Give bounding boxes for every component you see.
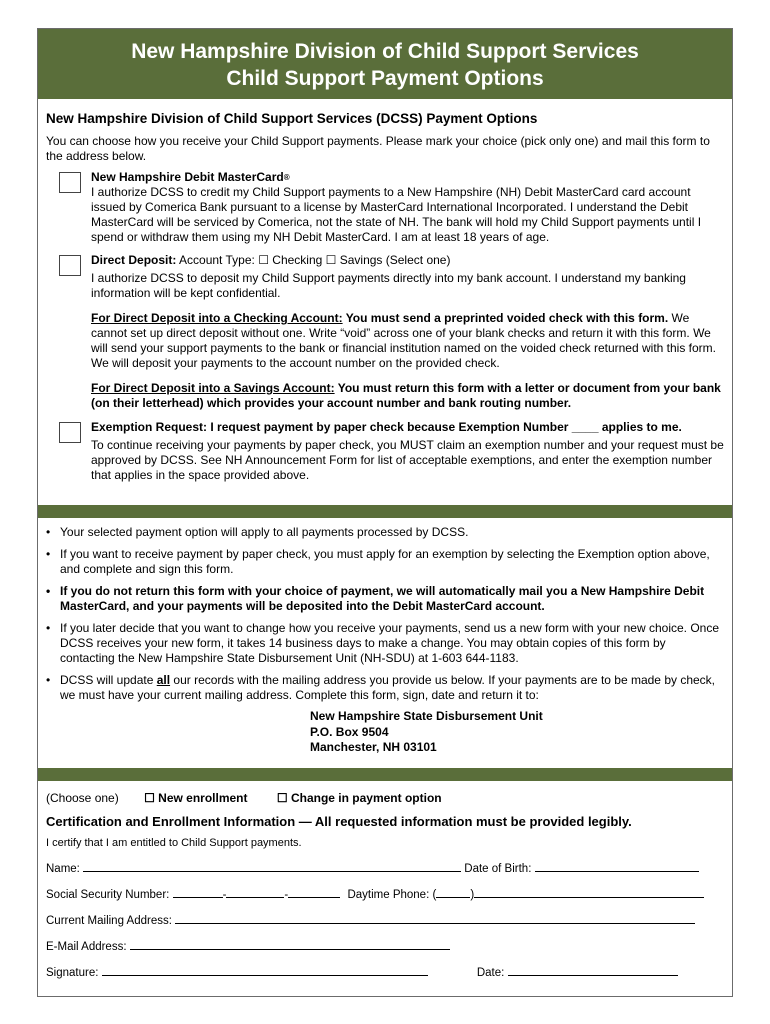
email-row <box>46 939 724 953</box>
signature-label: Signature: <box>46 966 99 979</box>
divider-bar <box>38 505 732 518</box>
address-line: Manchester, NH 03101 <box>310 740 437 754</box>
bullet-text: DCSS will update <box>60 673 157 687</box>
form-header <box>38 29 732 99</box>
address-line: New Hampshire State Disbursement Unit <box>310 709 543 723</box>
savings-account-paragraph <box>91 381 724 411</box>
checking-account-paragraph <box>91 311 724 371</box>
mailing-label: Current Mailing Address: <box>46 914 172 927</box>
dob-field[interactable] <box>535 861 699 872</box>
debit-card-heading <box>91 170 724 185</box>
enrollment-section <box>38 791 732 979</box>
direct-deposit-text: I authorize DCSS to deposit my Child Support payments directly into my bank account. I understand my banking information will be kept confidential. <box>91 271 686 300</box>
mailing-address <box>310 709 732 756</box>
name-row <box>46 861 724 875</box>
ssn-label: Social Security Number: <box>46 888 170 901</box>
bullet-item: • Your selected payment option will apply to all payments processed by DCSS. <box>46 525 722 540</box>
date-label: Date: <box>476 966 505 979</box>
ssn-field-part1[interactable] <box>173 887 223 898</box>
phone-area-field[interactable] <box>436 887 470 898</box>
debit-card-text: I authorize DCSS to credit my Child Support payments to a New Hampshire (NH) Debit MasterCard card account issued by Comerica Bank pursuant to a license by MasterCard International Incorporated. I understand the Debit MasterCard will be serviced by Comerica, not the state of NH. The bank will hold my Child Support payments until I spend or withdraw them using my NH Debit MasterCard. I am at least 18 years of age. <box>91 185 702 244</box>
phone-close-paren: ) <box>470 888 475 901</box>
intro-text: You can choose how you receive your Child Support payments. Please mark your choice (pick only one) and mail this form to the address below. <box>46 134 710 163</box>
phone-label: Daytime Phone: ( <box>347 888 437 901</box>
form-frame <box>37 28 733 997</box>
mailing-address-field[interactable] <box>175 913 695 924</box>
exemption-text: To continue receiving your payments by paper check, you MUST claim an exemption number and your request must be approved by DCSS. See NH Announcement Form for list of acceptable exemptions, and enter the exemption number that applies in the space provided above. <box>91 438 724 482</box>
new-enrollment-option[interactable]: ☐ New enrollment <box>144 790 248 805</box>
bullet-item: • If you later decide that you want to change how you receive your payments, send us a new form with your new choice. Once DCSS receives your new form, it takes 14 business days to make a change. You may obtain copies of this form by contacting the New Hampshire State Disbursement Unit (NH-SDU) at 1-603 644-1183. <box>46 621 722 666</box>
mailing-row <box>46 913 724 927</box>
divider-bar <box>38 768 732 781</box>
name-label: Name: <box>46 862 80 875</box>
address-line: P.O. Box 9504 <box>310 724 389 739</box>
direct-deposit-heading: Direct Deposit: <box>91 253 177 267</box>
date-field[interactable] <box>508 965 678 976</box>
debit-card-checkbox[interactable] <box>59 172 81 193</box>
direct-deposit-checkbox[interactable] <box>59 255 81 276</box>
ssn-field-part3[interactable] <box>288 887 340 898</box>
ssn-phone-row: Social Security Number: - - Daytime Phone: ( ) <box>46 887 724 901</box>
header-title-line1: New Hampshire Division of Child Support Services <box>131 40 639 63</box>
bullet-text: our records with the mailing address you provide us below. If your payments are to be made by check, we must have your current mailing address. Complete this form, sign, date and return it to: <box>60 673 716 702</box>
name-field[interactable] <box>83 861 461 872</box>
email-field[interactable] <box>130 939 450 950</box>
exemption-heading: Exemption Request: I request payment by paper check because Exemption Number ____ applies to me. <box>91 420 682 434</box>
signature-field[interactable] <box>102 965 428 976</box>
email-label: E-Mail Address: <box>46 940 127 953</box>
payment-options-section <box>38 111 732 483</box>
certify-statement: I certify that I am entitled to Child Support payments. <box>46 836 302 849</box>
direct-deposit-heading-line <box>91 253 724 268</box>
dob-label: Date of Birth: <box>464 862 532 875</box>
info-bullets <box>38 525 732 703</box>
signature-row <box>46 965 724 979</box>
header-title-line2: Child Support Payment Options <box>226 67 544 90</box>
checking-text: We cannot set up direct deposit without one. Write “void” across one of your blank checks and return it with this form. We will send your support payments to the bank or financial institution named on the voided check returned with this form. We will deposit your payments to the account number on the provided check. <box>91 311 717 370</box>
bullet-item <box>46 673 722 703</box>
account-type-choice[interactable]: Account Type: ☐ Checking ☐ Savings (Select one) <box>179 253 451 267</box>
choose-one-label: (Choose one) <box>46 790 119 805</box>
option-debit-card <box>46 170 724 245</box>
bullet-item: • If you want to receive payment by paper check, you must apply for an exemption by selecting the Exemption option above, and complete and sign this form. <box>46 547 722 577</box>
section-title: New Hampshire Division of Child Support Services (DCSS) Payment Options <box>46 111 538 126</box>
ssn-field-part2[interactable] <box>226 887 284 898</box>
option-direct-deposit <box>46 253 724 411</box>
phone-number-field[interactable] <box>474 887 704 898</box>
choose-one-row <box>46 791 724 805</box>
bullet-item: • If you do not return this form with your choice of payment, we will automatically mail you a New Hampshire Debit MasterCard, and your payments will be deposited into the Debit MasterCard account. <box>46 584 722 614</box>
bullet-emphasis: all <box>156 673 171 687</box>
change-payment-option[interactable]: ☐ Change in payment option <box>276 790 442 805</box>
checking-bold: You must send a preprinted voided check with this form. <box>342 311 669 325</box>
certification-title: Certification and Enrollment Information — All requested information must be provided legibly. <box>46 813 632 829</box>
checking-label: For Direct Deposit into a Checking Account: <box>91 311 343 325</box>
exemption-checkbox[interactable] <box>59 422 81 443</box>
debit-card-heading-text: New Hampshire Debit MasterCard <box>91 170 284 184</box>
registered-mark: ® <box>283 173 290 182</box>
savings-label: For Direct Deposit into a Savings Account: <box>91 381 335 395</box>
savings-bold: You must return this form with a letter or document from your bank (on their letterhead) which provides your account number and bank routing number. <box>91 381 721 410</box>
option-exemption <box>46 420 724 483</box>
